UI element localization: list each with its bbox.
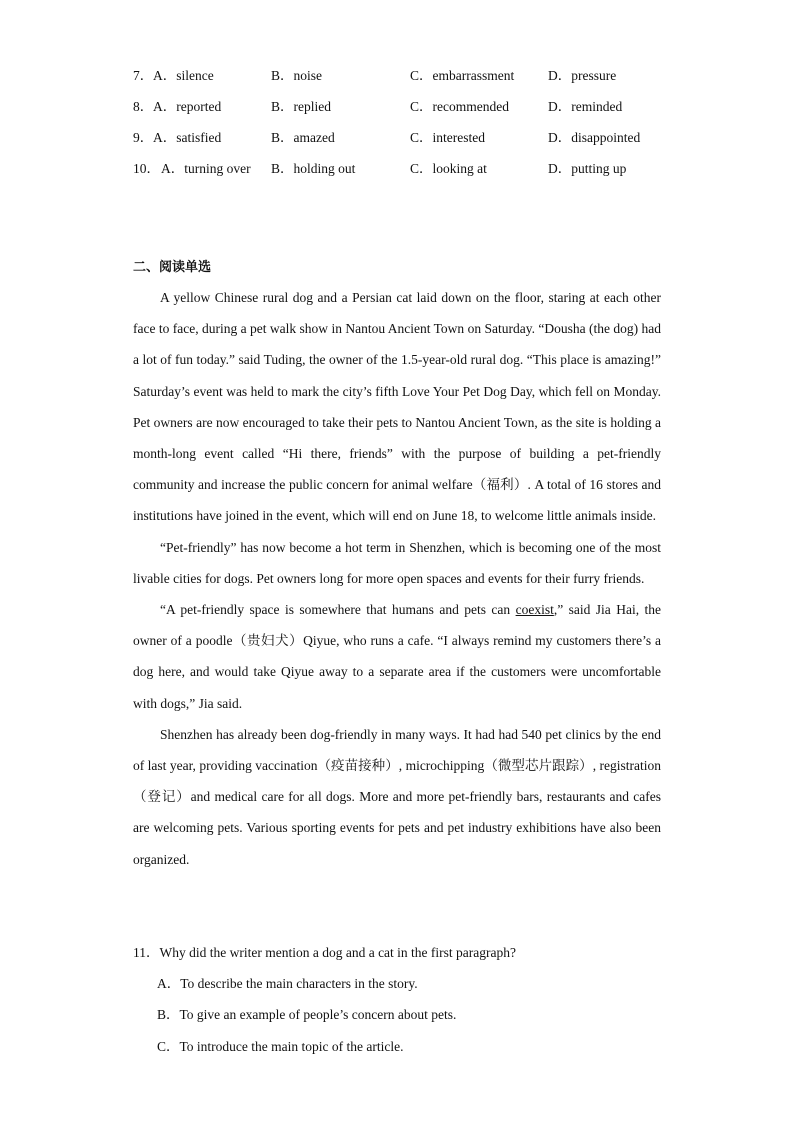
passage-paragraph-2: “Pet-friendly” has now become a hot term in Shenzhen, which is becoming one of the most livable cities for dogs. Pet owners long for more open spaces and events for their furry friends. — [133, 539, 661, 586]
option-d: D．reminded — [548, 99, 623, 114]
option-d: D．putting up — [548, 161, 627, 176]
option-a: A．reported — [153, 99, 222, 114]
option-c: C．looking at — [410, 161, 487, 176]
question-number: 10． — [133, 161, 160, 176]
question-number: 7． — [133, 68, 154, 83]
question-stem: 11．Why did the writer mention a dog and a cat in the first paragraph? — [133, 945, 516, 960]
section-title: 二、阅读单选 — [133, 260, 212, 275]
question-number: 8． — [133, 99, 154, 114]
option-d: D．disappointed — [548, 130, 641, 145]
question-11 — [133, 937, 673, 1062]
option-a: A．satisfied — [153, 130, 222, 145]
option-a: A．silence — [153, 68, 214, 83]
option-b: B．amazed — [271, 130, 335, 145]
underlined-word: coexist — [515, 602, 554, 618]
option-c: C．interested — [410, 130, 485, 145]
option-c: C．recommended — [410, 99, 509, 114]
paragraph-text: “A pet-friendly space is somewhere that humans and pets can — [160, 602, 516, 618]
option-b: B．holding out — [271, 161, 356, 176]
answer-choice-b[interactable]: B．To give an example of people’s concern about pets. — [157, 1007, 457, 1023]
answer-choice-c[interactable]: C．To introduce the main topic of the article. — [157, 1038, 404, 1054]
passage-paragraph-3 — [133, 594, 661, 719]
question-options-row — [133, 95, 673, 126]
question-options-row — [133, 64, 673, 95]
question-number: 9． — [133, 130, 154, 145]
paragraph-text: ,” said Jia Hai, the owner of a poodle（贵妇犬）Qiyue, who runs a cafe. “I always remind my customers there’s a dog here, and would take Qiyue away to a separate area if the customers were uncomfortable with dogs,” Jia said. — [133, 602, 661, 711]
question-options-row — [133, 126, 673, 157]
passage-paragraph-4: Shenzhen has already been dog-friendly in many ways. It had had 540 pet clinics by the end of last year, providing vaccination（疫苗接种）, microchipping（微型芯片跟踪）, registration（登记）and medical care for all dogs. More and more pet-friendly bars, restaurants and cafes are welcoming pets. Various sporting events for pets and pet industry exhibitions have also been organized. — [133, 726, 661, 867]
option-a: A．turning over — [161, 161, 251, 176]
answer-choice-a[interactable]: A．To describe the main characters in the story. — [157, 976, 418, 992]
option-list — [133, 64, 673, 188]
option-b: B．replied — [271, 99, 331, 114]
option-c: C．embarrassment — [410, 68, 515, 83]
option-d: D．pressure — [548, 68, 617, 83]
option-b: B．noise — [271, 68, 323, 83]
passage-paragraph-1: A yellow Chinese rural dog and a Persian cat laid down on the floor, staring at each other face to face, during a pet walk show in Nantou Ancient Town on Saturday. “Dousha (the dog) had a lot of fun today.” said Tuding, the owner of the 1.5-year-old rural dog. “This place is amazing!” Saturday’s event was held to mark the city’s fifth Love Your Pet Dog Day, which fell on Monday. Pet owners are now encouraged to take their pets to Nantou Ancient Town, as the site is holding a month-long event called “Hi there, friends” with the purpose of building a pet-friendly community and increase the public concern for animal welfare（福利）. A total of 16 stores and institutions have joined in the event, which will end on June 18, to welcome little animals inside. — [133, 290, 661, 524]
reading-passage — [133, 282, 661, 875]
question-options-row — [133, 157, 673, 188]
